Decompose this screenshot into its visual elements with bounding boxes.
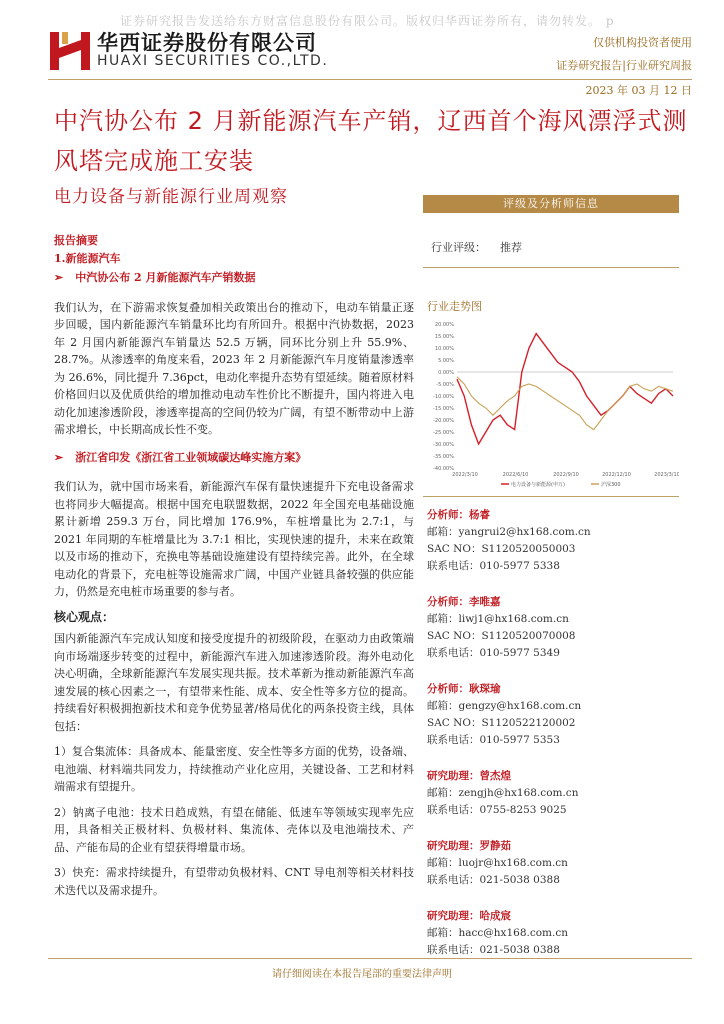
analyst-line [427, 558, 679, 575]
divider [423, 496, 679, 497]
bullet-heading [54, 449, 414, 467]
rating-value: 推荐 [500, 241, 522, 254]
analyst-card [427, 838, 679, 889]
phone-label: 联系电话： [427, 734, 480, 746]
analyst-line [427, 732, 679, 749]
x-tick-label: 2022/12/10 [602, 472, 631, 478]
legend-label: 电力设备与新能源(申万) [511, 482, 565, 488]
y-tick-label: 10.00% [434, 346, 454, 352]
analyst-phone: 0755-8253 9025 [479, 804, 567, 816]
report-title: 中汽协公布 2 月新能源汽车产销，辽西首个海风漂浮式测风塔完成施工安装 [54, 107, 688, 175]
analyst-name: 耿琛瑜 [469, 683, 501, 695]
trend-chart [423, 318, 679, 490]
arrow-bullet-icon: ➢ [54, 271, 64, 284]
analyst-name: 李唯嘉 [469, 596, 501, 608]
analyst-line [427, 628, 679, 645]
bullet-heading-text: 中汽协公布 2 月新能源汽车产销数据 [75, 271, 256, 284]
analyst-name: 罗静茹 [479, 840, 511, 852]
analyst-line [427, 594, 679, 611]
analyst-phone: 010-5977 5353 [479, 734, 560, 746]
analyst-line [427, 802, 679, 819]
watermark: 证券研究报告发送给东方财富信息股份有限公司。版权归华西证券所有，请勿转发。 p [120, 14, 615, 28]
report-date: 2023 年 03 月 12 日 [585, 84, 692, 97]
audience-note: 仅供机构投资者使用 [593, 36, 692, 49]
company-name-en: HUAXI SECURITIES CO.,LTD. [97, 53, 329, 69]
bullet-heading [54, 269, 414, 287]
core-view-paragraph: 国内新能源汽车完成认知度和接受度提升的初级阶段，在驱动力由政策端向市场端逐步转变的过程中，新能源汽车进入加速渗透阶段。海外电动化决心明确，全球新能源汽车发展实现共振。技术革新为推动新能源汽车高速发展的核心因素之一，有望带来性能、成本、安全性等多方位的提高。持续看好积极拥抱新技术和竞争优势显著/格局优化的两条投资主线，具体包括： [54, 632, 414, 733]
sac-label: SAC NO： [427, 630, 482, 642]
y-tick-label: -5.00% [436, 382, 454, 388]
analyst-card [427, 768, 679, 819]
analyst-role: 研究助理： [427, 840, 480, 852]
analyst-line [427, 698, 679, 715]
phone-label: 联系电话： [427, 647, 480, 659]
y-tick-label: 20.00% [434, 322, 454, 328]
email-label: 邮箱： [427, 787, 459, 799]
analyst-email[interactable]: zengjh@hx168.com.cn [458, 787, 579, 799]
analyst-email[interactable]: luojr@hx168.com.cn [458, 857, 568, 869]
phone-label: 联系电话： [427, 944, 480, 956]
analyst-email[interactable]: yangrui2@hx168.com.cn [458, 526, 591, 538]
header-divider [48, 79, 692, 80]
analyst-line [427, 908, 679, 925]
x-tick-label: 2022/6/10 [502, 472, 529, 478]
analyst-phone: 021-5038 0388 [479, 874, 560, 886]
summary-paragraph: 我们认为，在下游需求恢复叠加相关政策出台的推动下，电动车销量正逐步回暖，国内新能源汽车销量环比均有所回升。根据中汽协数据，2023 年 2 月国内新能源汽车销量达 52.5 万辆，同环比分别上升 55.9%、28.7%。从渗透率的角度来看，2023 年 2 月新能源汽车月度销量渗透率为 26.6%，同比提升 7.36pct，电动化率提升态势有望延续。随着原材料价格回归以及优质供给的增加推动电动车性价比不断提升，国内将进入电动化加速渗透阶段，渗透率提高的空间仍较为广阔，有望不断带动中上游需求增长，中长期高成长性不变。 [54, 300, 414, 436]
huaxi-logo-icon [48, 28, 92, 72]
footer-divider [48, 958, 692, 959]
analyst-line [427, 611, 679, 628]
core-view-heading: 核心观点： [54, 609, 115, 624]
analyst-line [427, 715, 679, 732]
analyst-sac: S1120520050003 [481, 543, 576, 555]
phone-label: 联系电话： [427, 804, 480, 816]
company-name-cn: 华西证券股份有限公司 [97, 31, 317, 55]
analyst-line [427, 838, 679, 855]
analyst-line [427, 872, 679, 889]
analyst-role: 研究助理： [427, 770, 480, 782]
rating-row [423, 239, 679, 255]
y-tick-label: -20.00% [433, 418, 454, 424]
y-tick-label: 5.00% [438, 358, 454, 364]
y-tick-label: -35.00% [433, 454, 454, 460]
analyst-email[interactable]: gengzy@hx168.com.cn [458, 700, 582, 712]
analyst-role: 分析师： [427, 509, 469, 521]
sac-label: SAC NO： [427, 543, 482, 555]
summary-column [54, 232, 414, 907]
analyst-line [427, 785, 679, 802]
phone-label: 联系电话： [427, 874, 480, 886]
x-tick-label: 2022/3/10 [452, 472, 478, 478]
sidebar [423, 195, 679, 978]
core-view-item: 2）钠离子电池：技术日趋成熟，有望在储能、低速车等领域实现率先应用，具备相关正极材料、负极材料、集流体、壳体以及电池端技术、产品、产能布局的企业有望获得增量市场。 [54, 805, 414, 854]
summary-paragraph: 我们认为，就中国市场来看，新能源汽车保有量快速提升下充电设备需求也将同步大幅提高。根据中国充电联盟数据，2022 年全国充电基础设施累计新增 259.3 万台，同比增加 176.9%，车桩增量比为 2.7:1，与 2021 年同期的车桩增量比为 3.7:1 相比，实现快速的提升，未来在政策以及市场的推动下，充换电等基础设施建设有望持续完善。此外，在全球电动化的背景下，充电桩等设施需求广阔，中国产业链具备较强的供应能力，仍然是充电桩市场重要的参与者。 [54, 480, 414, 598]
rating-label: 行业评级： [431, 241, 486, 254]
core-view-item: 1）复合集流体：具备成本、能量密度、安全性等多方面的优势，设备端、电池端、材料端共同发力，持续推动产业化应用，关键设备、工艺和材料端需求有望提升。 [54, 745, 414, 793]
analyst-phone: 021-5038 0388 [479, 944, 560, 956]
email-label: 邮箱： [427, 526, 459, 538]
series-line [457, 334, 673, 444]
analyst-role: 分析师： [427, 596, 469, 608]
bullet-heading-text: 浙江省印发《浙江省工业领域碳达峰实施方案》 [75, 450, 307, 464]
y-tick-label: -30.00% [433, 442, 454, 448]
x-tick-label: 2023/3/10 [654, 472, 679, 478]
phone-label: 联系电话： [427, 560, 480, 572]
y-tick-label: -25.00% [433, 430, 454, 436]
arrow-bullet-icon: ➢ [54, 450, 64, 464]
x-tick-label: 2022/9/10 [553, 472, 579, 478]
analyst-line [427, 645, 679, 662]
email-label: 邮箱： [427, 927, 459, 939]
divider [423, 267, 679, 268]
email-label: 邮箱： [427, 700, 459, 712]
y-tick-label: -10.00% [433, 394, 454, 400]
email-label: 邮箱： [427, 613, 459, 625]
analyst-line [427, 507, 679, 524]
analyst-email[interactable]: liwj1@hx168.com.cn [458, 613, 569, 625]
analyst-name: 杨睿 [469, 509, 490, 521]
analyst-line [427, 524, 679, 541]
rating-box-title: 评级及分析师信息 [423, 195, 679, 213]
section-heading: 1.新能源汽车 [54, 251, 121, 265]
analyst-sac: S1120522120002 [481, 717, 576, 729]
analyst-role: 研究助理： [427, 910, 480, 922]
sac-label: SAC NO： [427, 717, 482, 729]
analyst-line [427, 855, 679, 872]
report-type: 证券研究报告|行业研究周报 [556, 59, 692, 72]
legal-footer: 请仔细阅读在本报告尾部的重要法律声明 [272, 969, 452, 980]
y-tick-label: -40.00% [433, 466, 454, 472]
y-tick-label: -15.00% [433, 406, 454, 412]
legend-label: 沪深300 [601, 482, 621, 488]
summary-label: 报告摘要 [54, 234, 98, 247]
analyst-email[interactable]: hacc@hx168.com.cn [458, 927, 568, 939]
analyst-card [427, 681, 679, 749]
analyst-line [427, 681, 679, 698]
analyst-card [427, 507, 679, 575]
series-line [457, 377, 673, 430]
analyst-name: 哈成宸 [479, 910, 511, 922]
analyst-line [427, 942, 679, 959]
analyst-phone: 010-5977 5349 [479, 647, 560, 659]
analyst-line [427, 925, 679, 942]
analyst-role: 分析师： [427, 683, 469, 695]
analyst-phone: 010-5977 5338 [479, 560, 560, 572]
report-subtitle: 电力设备与新能源行业周观察 [54, 187, 288, 207]
email-label: 邮箱： [427, 857, 459, 869]
analyst-card [427, 594, 679, 662]
y-tick-label: 15.00% [434, 334, 454, 340]
analyst-line [427, 541, 679, 558]
analyst-list [423, 507, 679, 959]
analyst-line [427, 768, 679, 785]
y-tick-label: 0.00% [438, 370, 454, 376]
analyst-name: 曾杰煌 [479, 770, 511, 782]
analyst-card [427, 908, 679, 959]
trend-chart-title: 行业走势图 [427, 300, 482, 313]
analyst-sac: S1120520070008 [481, 630, 576, 642]
core-view-item: 3）快充：需求持续提升，有望带动负极材料、CNT 导电剂等相关材料技术迭代以及需求提升。 [54, 866, 414, 897]
